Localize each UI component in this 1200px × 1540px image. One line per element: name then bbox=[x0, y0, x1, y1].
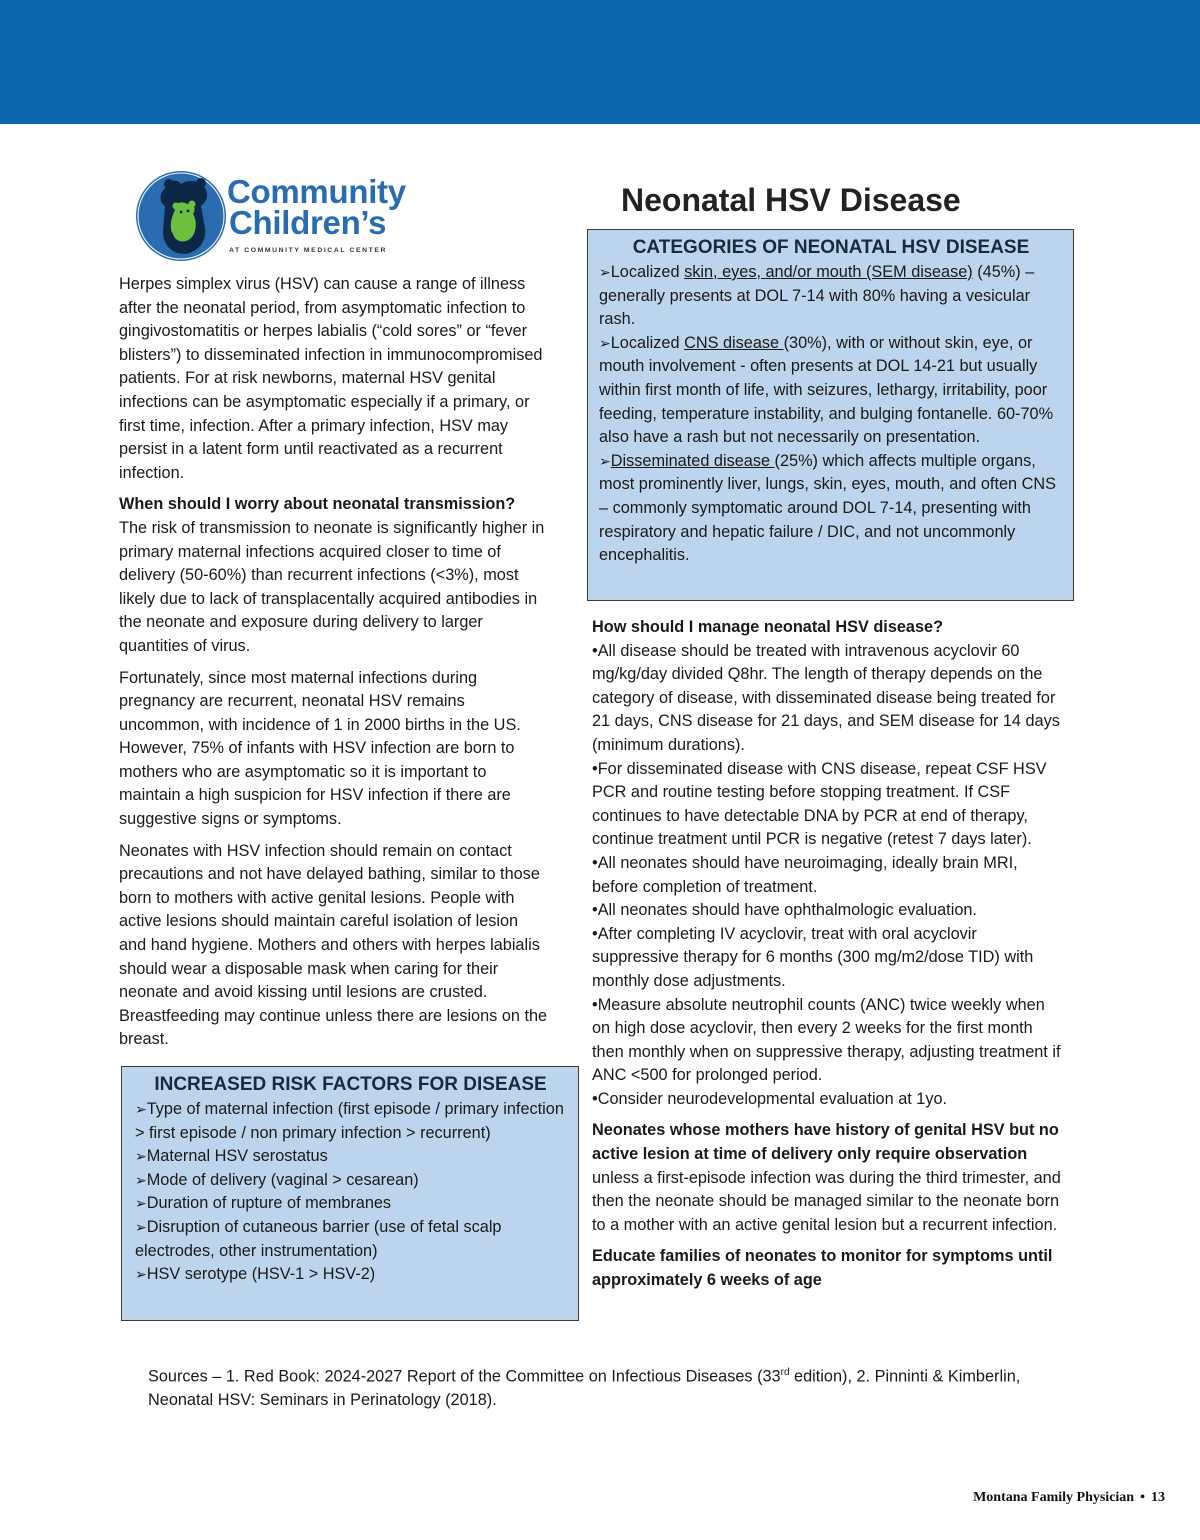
observation-paragraph bbox=[592, 1119, 1067, 1237]
left-column bbox=[119, 273, 549, 1060]
management-item: •Consider neurodevelopmental evaluation at 1yo. bbox=[592, 1089, 948, 1108]
risk-item: ➢HSV serotype (HSV-1 > HSV-2) bbox=[135, 1265, 376, 1284]
management-item: •For disseminated disease with CNS disease, repeat CSF HSV PCR and routine testing before stopping treatment. If CSF continues to have detectable DNA by PCR at end of therapy, continue treatment until PCR is negative (retest 7 days later). bbox=[592, 759, 1047, 849]
risk-item: ➢Mode of delivery (vaginal > cesarean) bbox=[135, 1170, 419, 1189]
page-footer bbox=[973, 1490, 1165, 1506]
arrow-bullet-icon: ➢ bbox=[135, 1218, 147, 1235]
incidence-paragraph: Fortunately, since most maternal infections during pregnancy are recurrent, neonatal HSV remains uncommon, with incidence of 1 in 2000 births in the US. However, 75% of infants with HSV infection are born to mothers who are asymptomatic so it is important to maintain a high suspicion for HSV infection if there are suggestive signs or symptoms. bbox=[119, 668, 521, 829]
management-item: •After completing IV acyclovir, treat with oral acyclovir suppressive therapy for 6 months (300 mg/m2/dose TID) with monthly dose adjustments. bbox=[592, 924, 1034, 990]
logo-subtitle: AT COMMUNITY MEDICAL CENTER bbox=[229, 247, 387, 254]
management-heading: How should I manage neonatal HSV disease? bbox=[592, 618, 944, 636]
transmission-section bbox=[119, 493, 549, 658]
arrow-bullet-icon: ➢ bbox=[599, 264, 611, 280]
management-item: •All neonates should have neuroimaging, ideally brain MRI, before completion of treatment. bbox=[592, 853, 1018, 896]
right-column bbox=[592, 616, 1067, 1301]
category-item-sem: ➢Localized skin, eyes, and/or mouth (SEM disease) (45%) – generally presents at DOL 7-14 with 80% having a vesicular rash. bbox=[599, 263, 1035, 329]
logo-wordmark-childrens: Children’s bbox=[229, 204, 387, 241]
transmission-text: The risk of transmission to neonate is significantly higher in primary maternal infections acquired closer to time of delivery (50-60%) than recurrent infections (<3%), most likely due to lack of transplacentally acquired antibodies in the neonate and exposure during delivery to larger quantities of virus. bbox=[119, 518, 545, 655]
risk-item: ➢Type of maternal infection (first episode / primary infection > first episode / non primary infection > recurrent) bbox=[135, 1100, 564, 1142]
precautions-paragraph: Neonates with HSV infection should remain on contact precautions and not have delayed bathing, similar to those born to mothers with active genital lesions. People with active lesions should maintain careful isolation of lesion and hand hygiene. Mothers and others with herpes labialis should wear a disposable mask when caring for their neonate and avoid kissing until lesions are crusted. Breastfeeding may continue unless there are lesions on the breast. bbox=[119, 841, 548, 1049]
arrow-bullet-icon: ➢ bbox=[135, 1171, 147, 1188]
bear-logo-icon bbox=[135, 166, 227, 266]
arrow-bullet-icon: ➢ bbox=[135, 1266, 147, 1283]
community-childrens-logo bbox=[135, 166, 415, 266]
category-item-cns: ➢Localized CNS disease (30%), with or without skin, eye, or mouth involvement - often presents at DOL 14-21 but usually within first month of life, with seizures, lethargy, irritability, poor feeding, temperature instability, and bulging fontanelle. 60-70% also have a rash but not necessarily on presentation. bbox=[599, 333, 1054, 447]
page-title: Neonatal HSV Disease bbox=[621, 182, 961, 218]
observation-bold-text: Neonates whose mothers have history of genital HSV but no active lesion at time of delivery only require observation bbox=[592, 1121, 1059, 1164]
arrow-bullet-icon: ➢ bbox=[599, 334, 611, 351]
arrow-bullet-icon: ➢ bbox=[135, 1101, 147, 1117]
arrow-bullet-icon: ➢ bbox=[599, 452, 611, 469]
observation-text: unless a first-episode infection was during the third trimester, and then the neonate should be managed similar to the neonate born to a mother with an active genital lesion but a recurrent infection. bbox=[592, 1168, 1061, 1234]
risk-factors-box bbox=[121, 1066, 579, 1321]
arrow-bullet-icon: ➢ bbox=[135, 1148, 147, 1165]
management-item: •Measure absolute neutrophil counts (ANC) twice weekly when on high dose acyclovir, then every 2 weeks for the first month then monthly when on suppressive therapy, adjusting treatment if ANC <500 for prolonged period. bbox=[592, 995, 1061, 1085]
transmission-heading: When should I worry about neonatal transmission? bbox=[119, 495, 516, 514]
management-item: •All disease should be treated with intravenous acyclovir 60 mg/kg/day divided Q8hr. The length of therapy depends on the category of disease, with disseminated disease being treated for 21 days, CNS disease for 21 days, and SEM disease for 14 days (minimum durations). bbox=[592, 641, 1060, 754]
sources-citation: Sources – 1. Red Book: 2024-2027 Report of the Committee on Infectious Diseases (33rd edition), 2. Pinninti & Kimberlin, Neonatal HSV: Seminars in Perinatology (2018). bbox=[148, 1367, 1021, 1410]
risk-item: ➢Disruption of cutaneous barrier (use of fetal scalp electrodes, other instrumentation) bbox=[135, 1217, 502, 1260]
arrow-bullet-icon: ➢ bbox=[135, 1195, 147, 1212]
page-number: 13 bbox=[1151, 1490, 1165, 1505]
educate-paragraph: Educate families of neonates to monitor for symptoms until approximately 6 weeks of age bbox=[592, 1247, 1053, 1290]
footer-separator: • bbox=[1140, 1490, 1145, 1505]
risk-item: ➢Maternal HSV serostatus bbox=[135, 1147, 328, 1166]
risk-box-title: INCREASED RISK FACTORS FOR DISEASE bbox=[154, 1074, 547, 1095]
intro-paragraph: Herpes simplex virus (HSV) can cause a range of illness after the neonatal period, from asymptomatic infection to gingivostomatitis or herpes labialis (“cold sores” or “fever blisters”) to disseminated infection in immunocompromised patients. For at risk newborns, maternal HSV genital infections can be asymptomatic especially if a primary, or first time, infection. After a primary infection, HSV may persist in a latent form until reactivated as a recurrent infection. bbox=[119, 275, 543, 482]
logo-wordmark-community: Community bbox=[227, 173, 406, 210]
risk-item: ➢Duration of rupture of membranes bbox=[135, 1194, 392, 1213]
category-item-disseminated: ➢Disseminated disease (25%) which affects multiple organs, most prominently liver, lungs, skin, eyes, mouth, and often CNS – commonly symptomatic around DOL 7-14, presenting with respiratory and hepatic failure / DIC, and not uncommonly encephalitis. bbox=[599, 451, 1056, 565]
management-section bbox=[592, 616, 1067, 1111]
publication-name: Montana Family Physician bbox=[973, 1490, 1135, 1505]
categories-box bbox=[587, 229, 1074, 601]
categories-box-title: CATEGORIES OF NEONATAL HSV DISEASE bbox=[632, 237, 1030, 258]
management-item: •All neonates should have ophthalmologic evaluation. bbox=[592, 901, 977, 920]
header-band bbox=[0, 0, 1200, 124]
